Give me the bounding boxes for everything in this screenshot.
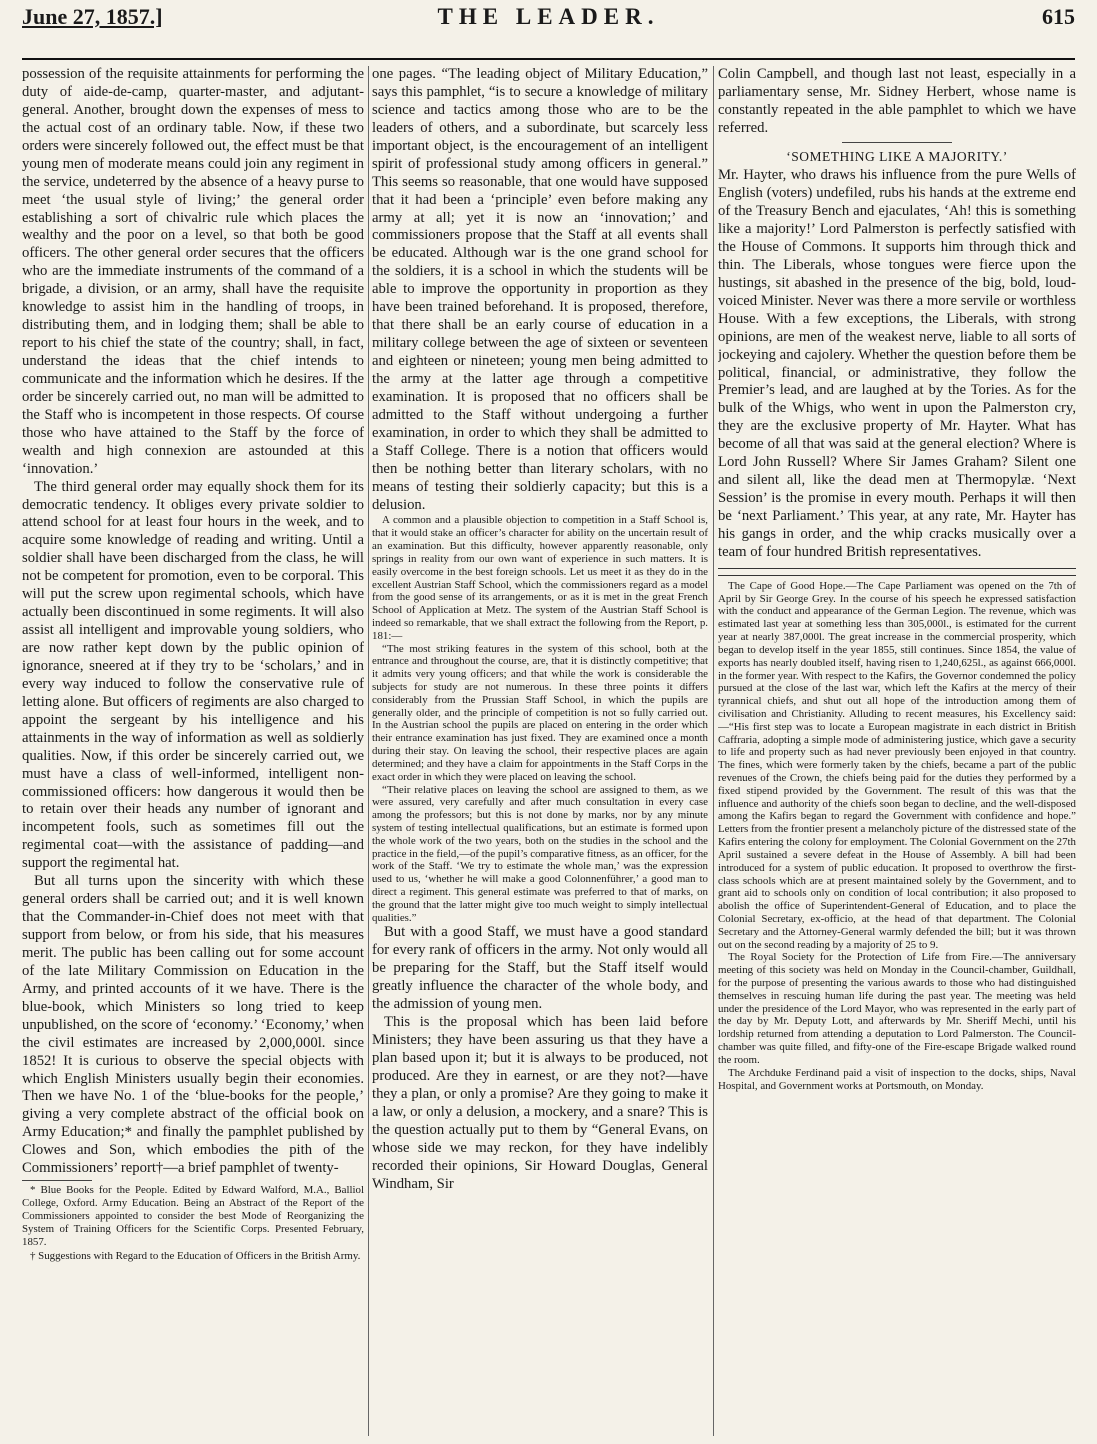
report-quote: “The most striking features in the system of this school, both at the entrance and throughout the course, are, that it is distinctly competitive; that it admits very young officers; and that while the work is considerable the subjects for study are not numerous. In these three points it differs considerably from the Prussian Staff School, in which the pupils are generally older, and the principle of competition is not so fully carried out. In the Austrian school the pupils are placed on entering in the order which their entrance examination has just fixed. They are examined once a month during their stay. On leaving the school, their respective places are again determined; and they have a claim for appointments in the Staff Corps in the exact order in which they were placed on leaving the school. xyxy=(372,642,708,783)
section-heading: ‘SOMETHING LIKE A MAJORITY.’ xyxy=(786,148,1008,164)
section-rule xyxy=(718,575,1076,576)
article-paragraph: This is the proposal which has been laid before Ministers; they have been assuring us that they have a plan based upon it; but it is always to be produced, not produced. Are they in earnest, or are they not?—have they a plan, or only a promise? Are they going to make it a law, or only a delusion, a mockery, and a snare? This is the question actually put to them by “General Evans, on whose side we may reckon, for they have indelibly recorded their opinions, Sir Howard Douglas, General Windham, Sir xyxy=(372,1014,708,1192)
article-paragraph: The third general order may equally shock them for its democratic tendency. It obliges every private soldier to attend school for at least four hours in the week, and to acquire some knowledge of reading and writing. Until a soldier shall have been discharged from the class, he will not be competent for promotion, even to be corporal. This will put the screw upon regimental schools, which have actually been discontinued in some regiments. It will also assist all intelligent and improvable young soldiers, who are now rather kept down by the public opinion of ignorance, sneered at if they try to be ‘scholars,’ and in every way induced to follow the conservative rule of letting alone. But officers of regiments are also charged to appoint the sergeant by his intelligence and his attainments in the way of information as well as soldierly qualities. Now, if this order be sincerely carried out, we must have a class of well-informed, intelligent non-commissioned officers: how dangerous it would then be to retain over their heads any number of ignorant and incompetent fools, such as sometimes fill out the regimental coat—with the assistance of padding—and support the regimental hat. xyxy=(22,478,364,872)
footnote: * Blue Books for the People. Edited by Edward Walford, M.A., Balliol College, Oxford. Army Education. Being an Abstract of the Report of the Commissioners appointed to consider the best Mode of Reorganizing the System of Training Officers for the Scientific Corps. Presented February, 1857. xyxy=(22,1184,364,1249)
article-paragraph: But with a good Staff, we must have a good standard for every rank of officers in the army. Not only would all be preparing for the Staff, but the Staff itself would greatly influence the character of the whole body, and the admission of young men. xyxy=(372,924,708,1013)
footnote-rule xyxy=(22,1180,92,1181)
column-1 xyxy=(22,66,364,1438)
header-rule xyxy=(22,58,1075,60)
news-item: The Archduke Ferdinand paid a visit of inspection to the docks, ships, Naval Hospital, and Government works at Portsmouth, on Monday. xyxy=(718,1066,1076,1092)
article-paragraph: possession of the requisite attainments for performing the duty of aide-de-camp, quarter-master, and adjutant-general. Another, brought down the expenses of mess to the actual cost of an ordinary table. Now, if these two orders were sincerely followed out, the effect must be that young men of moderate means could join any regiment in the service, undeterred by the absence of a heavy purse to meet ‘the usual style of living;’ the general order establishing a sort of chivalric rule which places the wealthy and the poor on a level, so that both be good officers. The other general order secures that the officers who are the immediate instruments of the command of a brigade, a division, or an army, shall have the requisite knowledge to assist him in the handling of troops, in distributing them, and in lodging them; shall be able to report to his chief the state of the country; shall, in fact, understand the ideas that the chief intends to communicate and the information which he desires. If the order be sincerely carried out, no man will be admitted to the Staff who is incompetent in those respects. Of course those who have attained to the Staff by the force of wealth and high connexion are astounded at this ‘innovation.’ xyxy=(22,66,364,477)
section-rule xyxy=(842,142,952,143)
news-item: The Cape of Good Hope.—The Cape Parliament was opened on the 7th of April by Sir George Grey. In the course of his speech he expressed satisfaction with the conduct and appearance of the German Legion. The revenue, which was estimated last year at something less than 305,000l., is estimated for the current year at nearly 387,000l. The great increase in the commercial prosperity, which began to develop itself in the year 1855, still continues. Since 1854, the value of exports has nearly doubled itself, having risen to 1,240,625l., as against 666,000l. in the former year. With respect to the Kafirs, the Governor condemned the policy pursued at the close of the last war, which left the Kafirs at the mercy of their tyrannical chiefs, and shut out all hope of the introduction among them of civilisation and Christianity. Alluding to recent measures, his Excellency said:—“His first step was to locate a European magistrate in each district in British Caffraria, adopting a simple mode of administering justice, which gave a security to life and property such as had never previously been enjoyed in that country. The fines, which were formerly taken by the chiefs, became a part of the public revenues of the Crown, the chiefs being paid for the duties they performed by a fixed stipend provided by the Government. The result of this was that the influence and authority of the chiefs soon began to decline, and the well-disposed among the Kafirs began to regard the Government with confidence and hope.” Letters from the frontier present a melancholy picture of the distressed state of the Kafirs entering the colony for employment. The Colonial Government on the 27th April sustained a severe defeat in the House of Assembly. A bill had been introduced for a system of public education. It proposed to overthrow the first-class schools which are at present maintained solely by the Government, and to grant aid to schools only on condition of local contribution; it also proposed to abolish the office of Superintendent-General of Education, and to place the Colonial Secretary, ex-officio, at the head of that department. The Colonial Secretary and the Attorney-General warmly defended the bill; but it was thrown out on the second reading by a majority of 25 to 9. xyxy=(718,579,1076,951)
column-divider xyxy=(713,66,714,1436)
article-paragraph-small: A common and a plausible objection to competition in a Staff School is, that it would stake an officer’s character for ability on the uncertain result of an examination. But this difficulty, however apparently reasonable, only springs in reality from our own want of experience in such matters. It is easily overcome in the best foreign schools. Let us meet it as they do in the excellent Austrian Staff School, which the commissioners regard as a model from the good sense of its arrangements, or as it is met in the great French School of Application at Metz. The system of the Austrian Staff School is indeed so remarkable, that we shall extract the following from the Report, p. 181:— xyxy=(372,514,708,642)
article-paragraph: one pages. “The leading object of Military Education,” says this pamphlet, “is to secure a knowledge of military science and tactics among those who are to be the leaders of others, and a subordinate, but scarcely less important object, is the encouragement of an intelligent spirit of professional study among officers in general.” This seems so reasonable, that one would have supposed that it had been a ‘principle’ even before making any army at all; yet it is now an ‘innovation;’ and commissioners propose that the Staff at all events shall be educated. Although war is the one grand school for the soldiers, it is a school in which the students will be able to improve the opportunity in proportion as they have been trained beforehand. It is proposed, therefore, that there shall be an early course of education in a military college between the age of sixteen or seventeen and eighteen or nineteen; young men being admitted to the army at the latter age through a competitive examination. It is proposed that no officers shall be admitted to the Staff without undergoing a further examination, in order to which they shall be admitted to a Staff College. There is a notion that officers would then be nothing better than literary scholars, with no means of testing their soldierly capacity; but this is a delusion. xyxy=(372,66,708,513)
report-quote: “Their relative places on leaving the school are assigned to them, as we were assured, very carefully and after much consultation in every case among the professors; but this is not done by marks, nor by any minute system of testing intellectual qualifications, but an estimate is formed upon the whole work of the two years, both on the studies in the school and the practice in the field,—of the pupil’s comparative fitness, as an officer, for the work of the Staff. ‘We try to estimate the whole man,’ was the expression used to us, ‘whether he will make a good Colonnenführer,’ a good man to direct a regiment. This general estimate was preferred to that of marks, on the ground that the latter might give too much weight to simply intellectual qualities.” xyxy=(372,783,708,924)
news-item: The Royal Society for the Protection of Life from Fire.—The anniversary meeting of this society was held on Monday in the Council-chamber, Guildhall, for the purpose of presenting the various awards to those who had distinguished themselves in rescuing human life during the past year. The meeting was held under the presidence of the Lord Mayor, who was represented in the early part of the day by Mr. Deputy Lott, and afterwards by Mr. Sheriff Mechi, until his lordship returned from attending a deputation to Lord Palmerston. The Council-chamber was quite filled, and fifty-one of the Fire-escape Brigade walked round the room. xyxy=(718,951,1076,1066)
newspaper-title: THE LEADER. xyxy=(437,4,660,29)
issue-date: June 27, 1857.] xyxy=(22,4,163,29)
article-paragraph: Mr. Hayter, who draws his influence from the pure Wells of English (voters) undefiled, rubs his hands at the extreme end of the Treasury Bench and ejaculates, ‘Ah! this is something like a majority!’ Lord Palmerston is perfectly satisfied with the House of Commons. It supports him through thick and thin. The Liberals, whose tongues were fierce upon the hustings, sit abashed in the presence of the big, bold, loud-voiced Minister. Never was there a more servile or worthless House. With a few exceptions, the Liberals, with strong opinions, are men of the weakest nerve, liable to all sorts of jockeying and cajolery. Whether the question before them be political, financial, or administrative, they follow the Premier’s lead, and are laughed at by the Tories. As for the bulk of the Whigs, who went in upon the Palmerston cry, they are the exclusive property of Mr. Hayter. What has become of all that was said at the general election? Where is Lord John Russell? Where Sir James Graham? Silent one and silent all, like the dead men at Thermopylæ. ‘Next Session’ is the promise in every mouth. Perhaps it will then be ‘next Parliament.’ This year, at any rate, Mr. Hayter has his gangs in order, and the whip cracks musically over a team of four hundred British representatives. xyxy=(718,167,1076,560)
column-2 xyxy=(372,66,708,1438)
column-divider xyxy=(368,66,369,1436)
section-rule xyxy=(718,568,1076,569)
column-3 xyxy=(718,66,1076,1438)
article-paragraph: Colin Campbell, and though last not least, especially in a parliamentary sense, Mr. Sidney Herbert, whose name is constantly repeated in the able pamphlet to which we have referred. xyxy=(718,66,1076,136)
page-number: 615 xyxy=(1042,4,1075,29)
footnote: † Suggestions with Regard to the Education of Officers in the British Army. xyxy=(30,1249,361,1262)
page-header xyxy=(22,4,1075,64)
article-paragraph: But all turns upon the sincerity with which these general orders shall be carried out; and it is well known that the Commander-in-Chief does not meet with that support from below, or from his side, that his measures merit. The public has been calling out for some account of the late Military Commission on Education in the Army, and printed accounts of it we have. There is the blue-book, which Ministers so long tried to keep unpublished, on the score of ‘economy.’ ‘Economy,’ when the civil estimates are increased by 2,000,000l. since 1852! It is curious to observe the special objects with which English Ministers usually begin their economies. Then we have No. 1 of the ‘blue-books for the people,’ giving a very complete abstract of the official book on Army Education;* and finally the pamphlet published by Clowes and Son, which embodies the pith of the Commissioners’ report†—a brief pamphlet of twenty- xyxy=(22,873,364,1177)
